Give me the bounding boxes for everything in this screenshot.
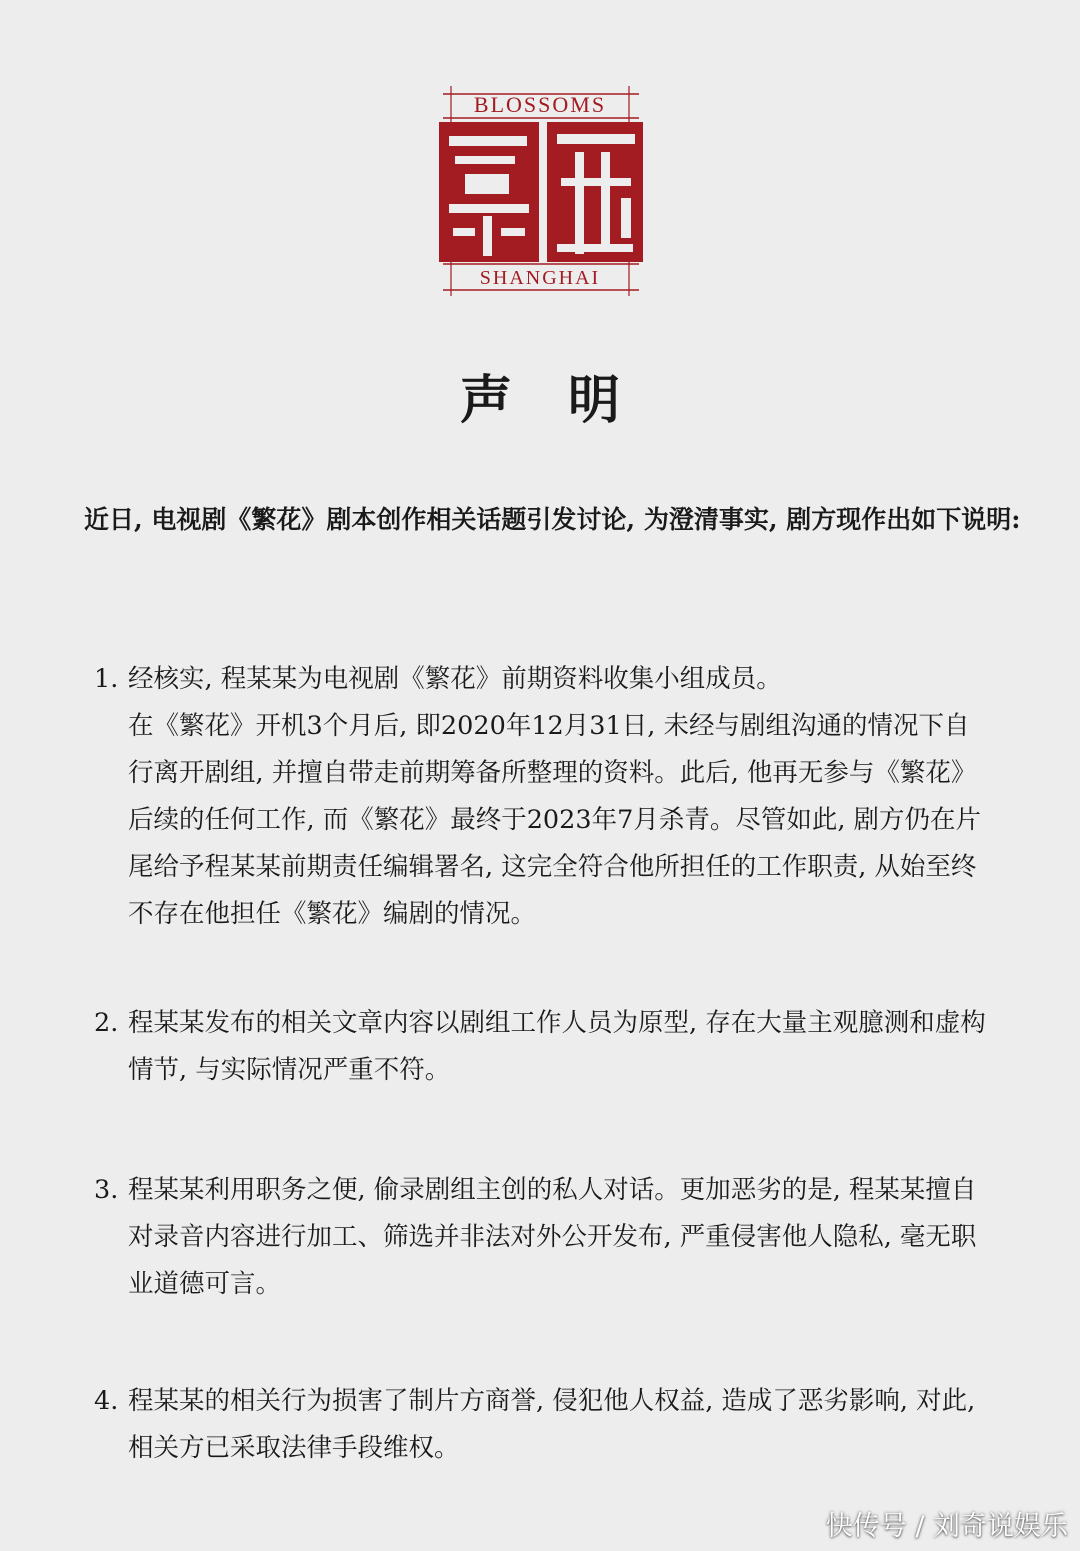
list-item	[94, 1378, 994, 1472]
intro-paragraph: 近日, 电视剧《繁花》剧本创作相关话题引发讨论, 为澄清事实, 剧方现作出如下说明:	[84, 505, 1021, 534]
list-item-text: 程某某利用职务之便, 偷录剧组主创的私人对话。更加恶劣的是, 程某某擅自对录音内容进行加工、筛选并非法对外公开发布, 严重侵害他人隐私, 毫无职业道德可言。	[128, 1175, 977, 1299]
list-item-number: 3.	[94, 1175, 119, 1205]
list-item	[94, 1000, 994, 1094]
logo-bottom-text: SHANGHAI	[479, 267, 601, 289]
list-item-number: 2.	[94, 1008, 119, 1038]
blossoms-shanghai-logo	[425, 78, 655, 300]
list-item	[94, 1167, 994, 1308]
list-item-text: 经核实, 程某某为电视剧《繁花》前期资料收集小组成员。 在《繁花》开机3个月后, 即2020年12月31日, 未经与剧组沟通的情况下自行离开剧组, 并擅自带走前期筹备所整理的资料。此后, 他再无参与《繁花》后续的任何工作, 而《繁花》最终于2023年7月杀青。尽管如此, 剧方仍在片尾给予程某某前期责任编辑署名, 这完全符合他所担任的工作职责, 从始至终不存在他担任《繁花》编剧的情况。	[128, 664, 982, 929]
list-item-number: 4.	[94, 1386, 119, 1416]
watermark: 快传号 / 刘奇说娱乐	[825, 1511, 1068, 1542]
list-item-text: 程某某的相关行为损害了制片方商誉, 侵犯他人权益, 造成了恶劣影响, 对此, 相关方已采取法律手段维权。	[128, 1386, 976, 1463]
page-title: 声明	[459, 370, 676, 431]
logo-graphic	[425, 78, 655, 300]
list-item	[94, 656, 994, 938]
list-item-number: 1.	[94, 664, 119, 694]
logo-top-text: BLOSSOMS	[473, 92, 607, 117]
list-item-text: 程某某发布的相关文章内容以剧组工作人员为原型, 存在大量主观臆测和虚构情节, 与实际情况严重不符。	[128, 1008, 986, 1085]
